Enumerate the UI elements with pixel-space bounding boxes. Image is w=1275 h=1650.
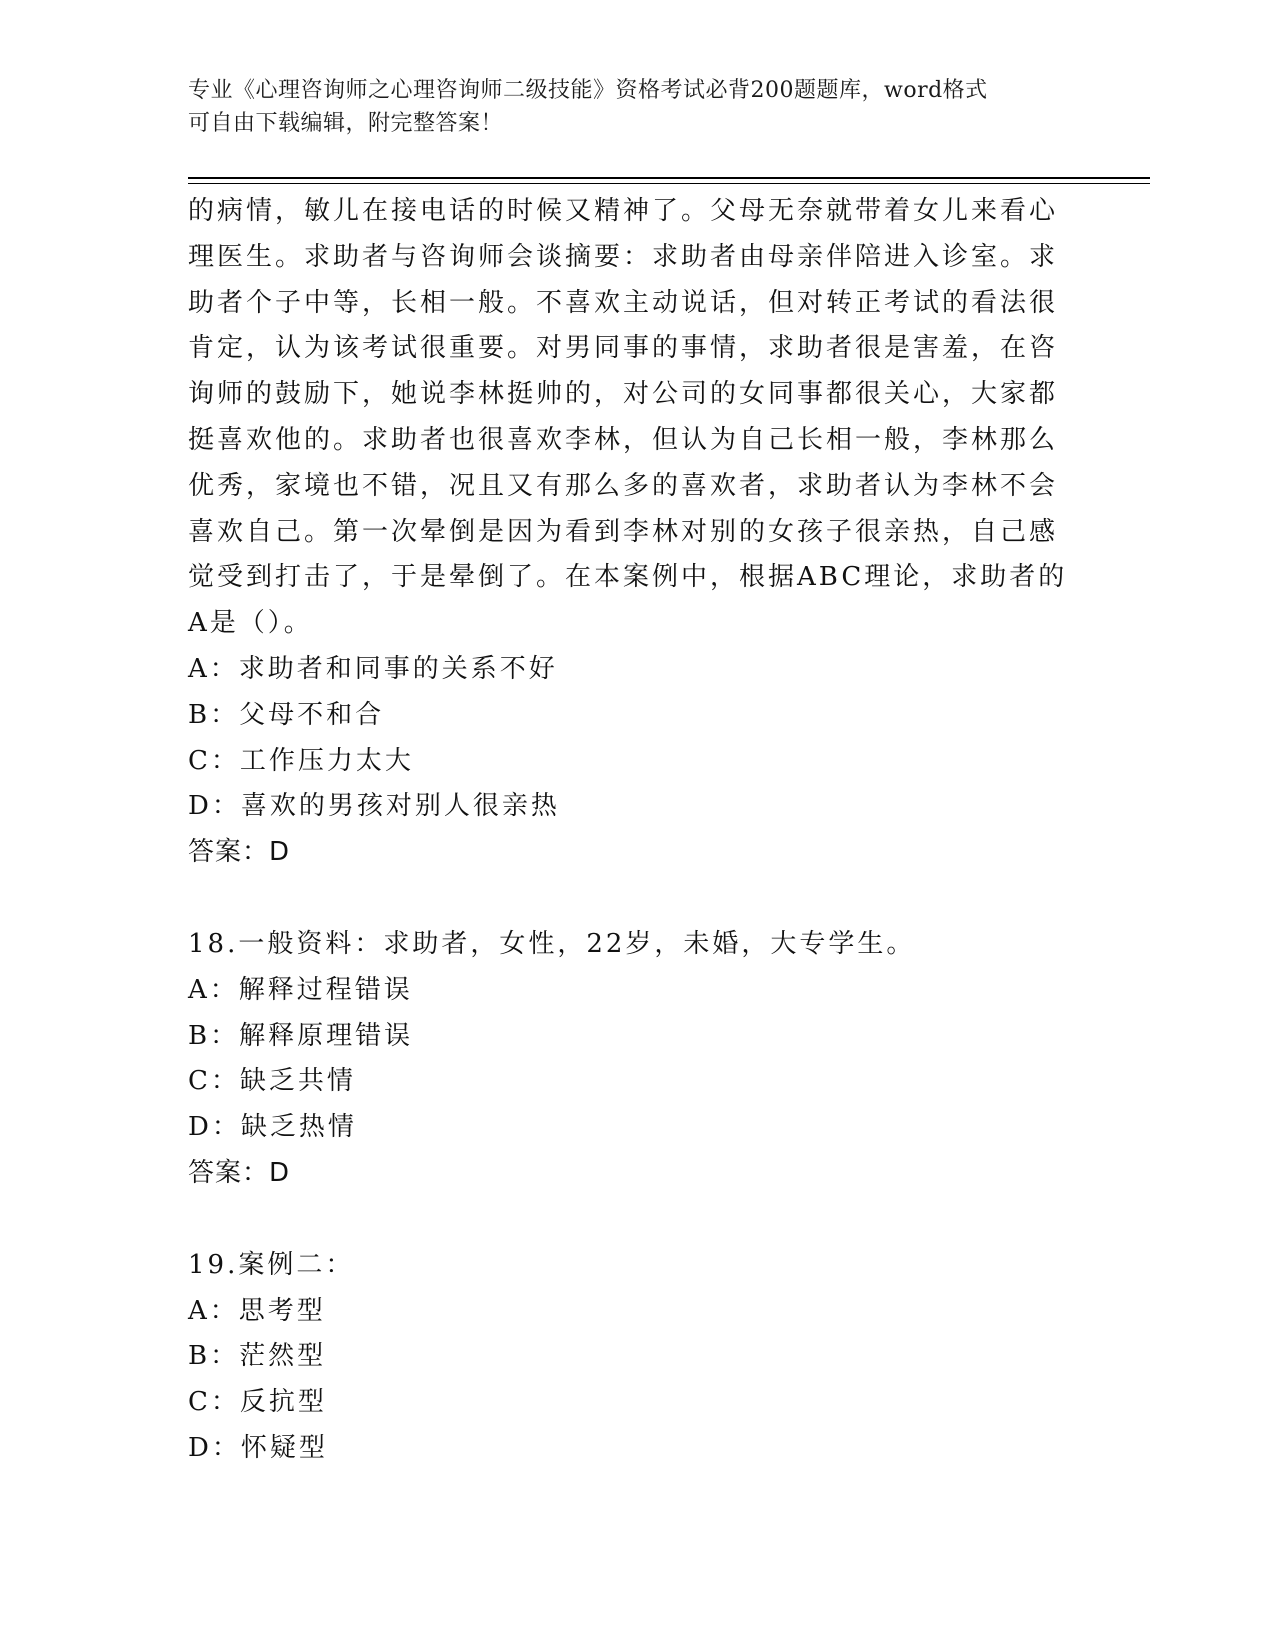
option-a: A：解释过程错误	[188, 974, 413, 1005]
spacer	[188, 876, 1068, 922]
question-title: 18.一般资料：求助者，女性，22岁，未婚，大专学生。	[188, 928, 916, 959]
spacer	[188, 1197, 1068, 1243]
option-b: B：父母不和合	[188, 699, 385, 730]
question-19	[188, 1243, 1068, 1472]
question-stem-line: 挺喜欢他的。求助者也很喜欢李林，但认为自己长相一般，李林那么	[188, 424, 1059, 455]
question-stem-line: 肯定，认为该考试很重要。对男同事的事情，求助者很是害羞，在咨	[188, 333, 1059, 364]
page-header	[188, 74, 1068, 140]
question-stem-line: 理医生。求助者与咨询师会谈摘要：求助者由母亲伴陪进入诊室。求	[188, 241, 1059, 272]
question-stem-line: 喜欢自己。第一次晕倒是因为看到李林对别的女孩子很亲热，自己感	[188, 516, 1059, 547]
header-line-1: 专业《心理咨询师之心理咨询师二级技能》资格考试必背200题题库，word格式	[188, 78, 988, 103]
option-d: D：喜欢的男孩对别人很亲热	[188, 791, 560, 822]
document-body	[188, 189, 1068, 1472]
question-stem-line: 优秀，家境也不错，况且又有那么多的喜欢者，求助者认为李林不会	[188, 470, 1059, 501]
option-a: A：思考型	[188, 1295, 326, 1326]
question-title: 19.案例二：	[188, 1249, 355, 1280]
question-stem-line: 觉受到打击了，于是晕倒了。在本案例中，根据ABC理论，求助者的	[188, 562, 1068, 593]
option-d: D：怀疑型	[188, 1432, 328, 1463]
header-divider-thick	[188, 177, 1150, 179]
question-18	[188, 922, 1068, 1197]
option-b: B：解释原理错误	[188, 1020, 414, 1051]
option-a: A：求助者和同事的关系不好	[188, 653, 558, 684]
answer-line: 答案：D	[188, 1157, 291, 1188]
option-b: B：茫然型	[188, 1341, 327, 1372]
answer-line: 答案：D	[188, 837, 291, 868]
question-stem-line: A是（）。	[188, 608, 313, 639]
option-c: C：缺乏共情	[188, 1066, 356, 1097]
option-d: D：缺乏热情	[188, 1112, 357, 1143]
option-c: C：工作压力太大	[188, 745, 414, 776]
question-stem-line: 的病情，敏儿在接电话的时候又精神了。父母无奈就带着女儿来看心	[188, 196, 1059, 226]
header-line-2: 可自由下载编辑，附完整答案！	[188, 111, 504, 136]
option-c: C：反抗型	[188, 1387, 327, 1418]
question-17	[188, 189, 1068, 876]
question-stem-line: 助者个子中等，长相一般。不喜欢主动说话，但对转正考试的看法很	[188, 287, 1059, 318]
question-stem-line: 询师的鼓励下，她说李林挺帅的，对公司的女同事都很关心，大家都	[188, 379, 1059, 410]
header-divider-thin	[188, 183, 1150, 184]
